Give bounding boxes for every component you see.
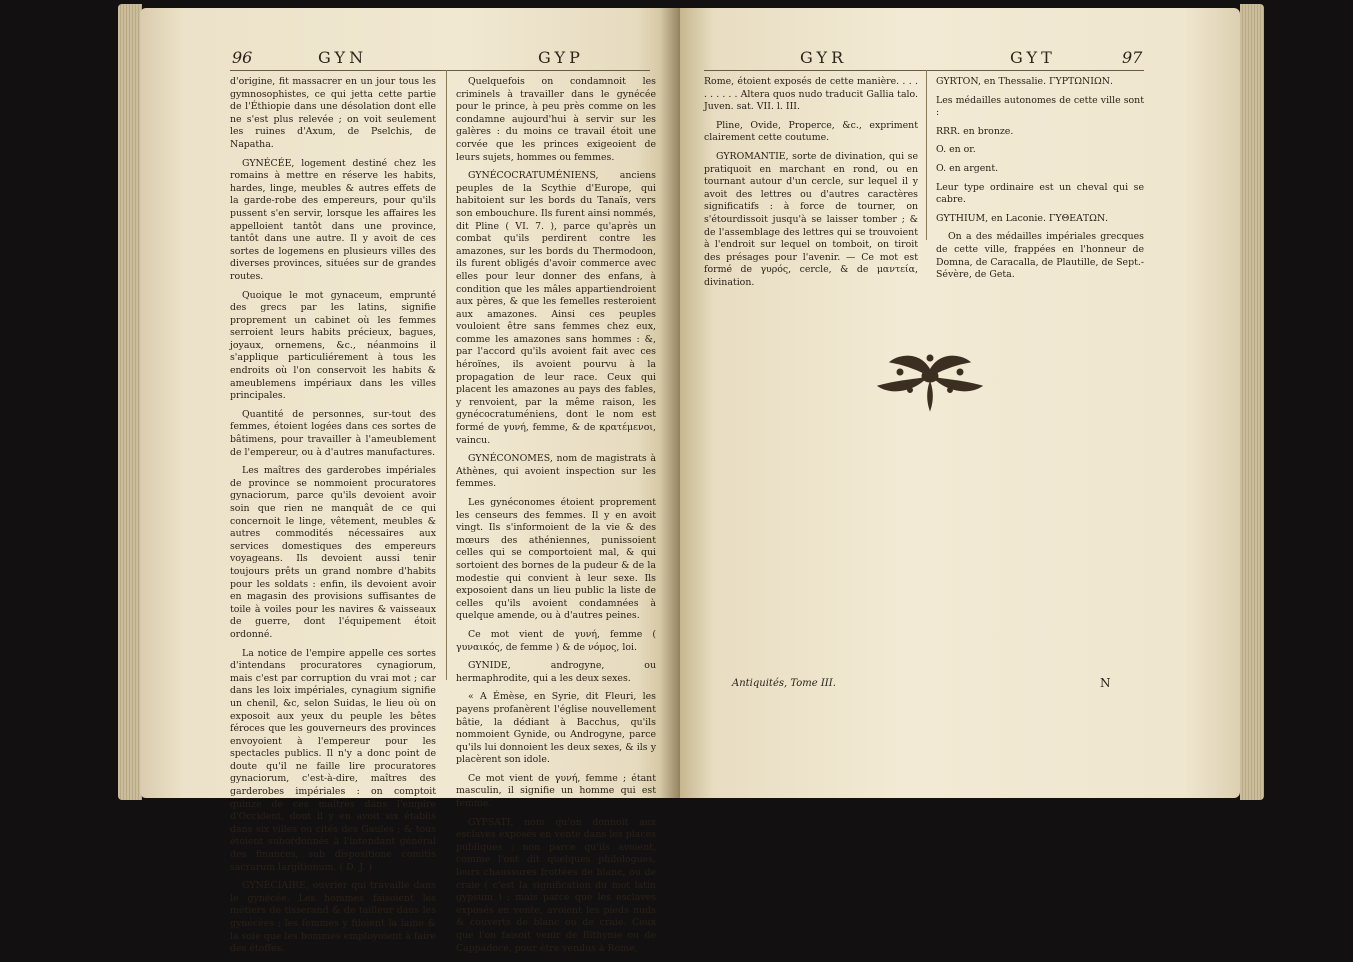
paragraph: Les gynéconomes étoient proprement les censeurs des femmes. Il y en avoit vingt. Ils s'informoient de la vie & des mœurs des athéniennes, punissoient celles qui se comportoient mal, & qui sortoient des bornes de la pudeur & de la modestie qui convient à leur sexe. Ils exposoient dans un lieu public la liste de celles qu'ils avoient condamnées à quelque amende, ou à d'autres peines. (456, 497, 656, 622)
right-column-2 (936, 76, 1144, 288)
paragraph: Ce mot vient de γυνή, femme ; étant masculin, il signifie un homme qui est femme. (456, 772, 656, 810)
paragraph: « A Émèse, en Syrie, dit Fleuri, les payens profanèrent l'église nouvellement bâtie, la dédiant à Bacchus, qu'ils nommoient Gynide, ou Androgyne, parce qu'ils lui donnoient les deux sexes, & ils y placèrent son idole. (456, 691, 656, 766)
left-column-2 (456, 76, 656, 961)
header-rule (704, 70, 1144, 71)
entry-gyromantie: GYROMANTIE, sorte de divination, qui se pratiquoit en marchant en rond, ou en tournant autour d'un cercle, sur lequel il y avoit des lettres ou d'autres caractères significatifs : à force de tourner, on s'étourdissoit jusqu'à se laisser tomber ; & de l'assemblage des lettres qui se trouvoient à l'endroit sur lequel on tomboit, on tiroit des présages pour l'avenir. — Ce mot est formé de γυρός, cercle, & de μαντεία, divination. (704, 150, 918, 288)
entry-gyneciaire: GYNÉCIAIRE, ouvrier qui travaille dans le gynécée. Les hommes faisoient les métiers de tisserand & de tailleur dans les gynécées ; les femmes y filoient la laine & la soie que les hommes employoient à faire des étoffes. (230, 880, 436, 955)
paragraph: La notice de l'empire appelle ces sortes d'intendans procuratores cynagiorum, mais c'est par corruption du vrai mot ; car dans les loix impériales, cynagium signifie un chenil, &c, selon Suidas, le lieu où on exposoit aux yeux du peuple les bêtes féroces que les gouverneurs des provinces envoyoient à l'empereur pour les spectacles publics. Il n'y a donc point de doute qu'il ne faille lire procuratores gynaciorum, c'est-à-dire, maîtres des garderobes impériales : on comptoit quinze de ces maîtres dans l'empire d'Occident, dont il y en avoit six établis dans six villes ou cités des Gaules ; & tous étoient subordonnés à l'intendant général des finances, sub dispositione comitis sacrarum largitionum. ( D. J. ) (230, 647, 436, 873)
page-edge-right (1240, 4, 1264, 800)
paragraph: Rome, étoient exposés de cette manière. . . . . . . . . . Altera quos nudo traducit Gallia talo. Juven. sat. VII. l. III. (704, 76, 918, 113)
left-column-1 (230, 76, 436, 962)
running-head-gyp: GYP (538, 48, 584, 67)
paragraph: d'origine, fit massacrer en un jour tous les gymnosophistes, ce qui jetta cette partie de l'Éthiopie dans une désolation dont elle ne s'est plus relevée ; on voit seulement les ruines d'Axum, de Pselchis, de Napatha. (230, 76, 436, 150)
entry-gythium: GYTHIUM, en Laconie. ΓΥΘΕΑΤΩΝ. (936, 212, 1109, 224)
left-page (140, 8, 680, 955)
rarity-gold: O. en or. (936, 144, 976, 156)
page-number-left: 96 (232, 48, 253, 67)
paragraph: Quoique le mot gynaceum, emprunté des grecs par les latins, signifie proprement un cabinet où les femmes serroient leurs habits précieux, bagues, joyaux, ornemens, &c., néanmoins il s'applique particuliérement à tous les endroits où l'on conservoit les habits & ameublemens impériaux dans les villes principales. (230, 289, 436, 402)
floral-ornament-icon (870, 342, 990, 412)
column-divider (446, 70, 447, 680)
paragraph: Les maîtres des garderobes impériales de province se nommoient procuratores gynaciorum, parce qu'ils devoient avoir soin que rien ne manquât de ce qui concernoit le linge, vêtement, meubles & autres commodités nécessaires aux services domestiques des empereurs voyageans. Ils devoient aussi tenir toujours prêts un grand nombre d'habits pour les soldats : enfin, ils devoient avoir en magasin des provisions suffisantes de toile à voiles pour les navires & vaisseaux de guerre, dont l'équipement étoit ordonné. (230, 465, 436, 640)
entry-gypsati: GYPSATI, nom qu'on donnoit aux esclaves exposés en vente dans les places publiques ; non parce qu'ils avoient, comme l'ont dit quelques philologues, leurs chaussures frottées de blanc, ou de craie ( c'est la signification du mot latin gypsum ) ; mais parce que les esclaves exposés en vente, avoient les pieds nuds & couverts de blanc ou de craie. Ceux que l'on faisoit venir de Bithynie ou de Cappadoce, pour être vendus à Rome, (456, 816, 656, 954)
paragraph: Leur type ordinaire est un cheval qui se cabre. (936, 181, 1144, 206)
page-edge-left (118, 4, 142, 800)
page-number-right: 97 (1122, 48, 1143, 67)
entry-gynide: GYNIDE, androgyne, ou hermaphrodite, qui a les deux sexes. (456, 660, 656, 684)
paragraph: Pline, Ovide, Properce, &c., expriment clairement cette coutume. (704, 119, 918, 144)
entry-gyrton: GYRTON, en Thessalie. ΓΥΡΤΩΝΙΩΝ. (936, 76, 1113, 87)
header-rule (230, 70, 650, 71)
signature-mark: N (1100, 676, 1111, 690)
rarity-silver: O. en argent. (936, 162, 999, 174)
paragraph: Quelquefois on condamnoit les criminels à travailler dans le gynécée pour le prince, à peu près comme on les condamne aujourd'hui à servir sur les galères : du moins ce travail étoit une corvée que les princes exigeoient de leurs sujets, hommes ou femmes. (456, 76, 656, 163)
right-column-1 (704, 76, 918, 296)
running-head-gyr: GYR (800, 48, 848, 67)
column-divider (926, 70, 927, 240)
paragraph: Les médailles autonomes de cette ville sont : (936, 94, 1144, 119)
page-footer: Antiquités, Tome III. (732, 678, 836, 689)
paragraph: Quantité de personnes, sur-tout des femmes, étoient logées dans ces sortes de bâtimens, pour travailler à l'ameublement de l'empereur, ou à d'autres manufactures. (230, 408, 436, 458)
entry-gyneconomes: GYNÉCONOMES, nom de magistrats à Athènes, qui avoient inspection sur les femmes. (456, 453, 656, 490)
running-head-gyt: GYT (1010, 48, 1056, 67)
running-head-gyn: GYN (318, 48, 368, 67)
paragraph: On a des médailles impériales grecques de cette ville, frappées en l'honneur de Domna, de Caracalla, de Plautille, de Sept.-Sévère, de Geta. (936, 231, 1144, 281)
rarity-bronze: RRR. en bronze. (936, 125, 1014, 137)
paragraph: Ce mot vient de γυνή, femme ( γυναικός, de femme ) & de νόμος, loi. (456, 628, 656, 653)
entry-gynecee: GYNÉCÉE, logement destiné chez les romains à mettre en réserve les habits, hardes, linge, meubles & autres effets de la garde-robe des empereurs, pour qu'ils pussent s'en servir, lorsque les affaires les appelloient tantôt dans une province, tantôt dans une autre. Il y avoit de ces sortes de logemens en plusieurs villes des diverses provinces, situées sur de grandes routes. (230, 157, 436, 282)
entry-gynecocratumeniens: GYNÉCOCRATUMÉNIENS, anciens peuples de la Scythie d'Europe, qui habitoient sur les bords du Tanaïs, vers son embouchure. Ils furent ainsi nommés, dit Pline ( VI. 7. ), parce qu'après un combat qu'ils perdirent contre les amazones, sur les bords du Thermodoon, ils furent obligés d'avoir commerce avec elles pour leur donner des enfans, à condition que les mâles appartiendroient aux pères, & que les femelles resteroient aux amazones. Ainsi ces peuples vouloient être sans femmes chez eux, comme les amazones sans hommes : &, par l'accord qu'ils avoient fait avec ces héroïnes, ils avoient pourvu à la propagation de leur race. Ceux qui placent les amazones au pays des fables, y renvoient, par la même raison, les gynécocratuméniens, dont le nom est formé de γυνή, femme, & de κρατέμενοι, vaincu. (456, 170, 656, 446)
